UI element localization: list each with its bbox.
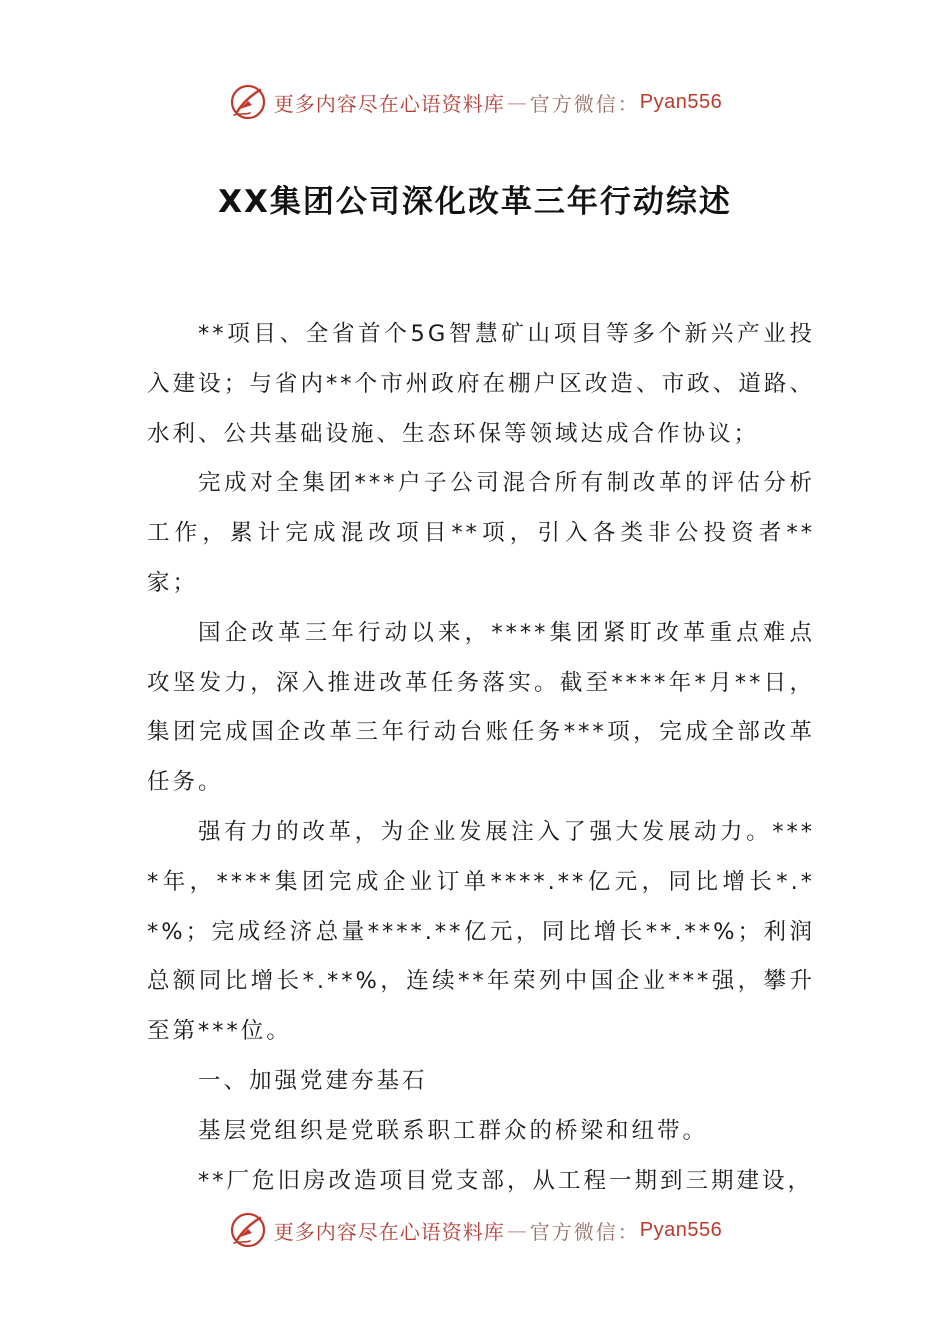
document-title: XX集团公司深化改革三年行动综述 (218, 184, 732, 220)
paragraph: 完成对全集团***户子公司混合所有制改革的评估分析工作，累计完成混改项目**项，引入各类非公投资者**家； (147, 470, 815, 596)
watermark-dash: — (506, 90, 528, 114)
watermark-footer (0, 1208, 950, 1252)
pen-seal-logo-icon (228, 82, 268, 122)
watermark-text (274, 1216, 722, 1245)
pen-seal-logo-icon (228, 1210, 268, 1250)
watermark-header (0, 80, 950, 124)
watermark-wechat-label: 官方微信： (529, 1219, 640, 1244)
watermark-handle: Pyan556 (639, 1218, 723, 1241)
paragraph: **厂危旧房改造项目党支部，从工程一期到三期建设， (198, 1167, 814, 1194)
watermark-wechat-label: 官方微信： (529, 91, 640, 116)
watermark-text (274, 88, 722, 117)
document-body (147, 310, 815, 1206)
watermark-brand: 更多内容尽在心语资料库 (273, 91, 505, 116)
paragraph: 强有力的改革，为企业发展注入了强大发展动力。****年，****集团完成企业订单****.**亿元，同比增长*.**%；完成经济总量****.**亿元，同比增长**.**%；利润总额同比增长*.**%，连续**年荣列中国企业***强，攀升至第***位。 (147, 818, 815, 1045)
paragraph: 基层党组织是党联系职工群众的桥梁和纽带。 (198, 1117, 709, 1144)
watermark-dash: — (506, 1218, 528, 1242)
paragraph: **项目、全省首个5G智慧矿山项目等多个新兴产业投入建设；与省内**个市州政府在棚户区改造、市政、道路、水利、公共基础设施、生态环保等领域达成合作协议； (147, 321, 815, 447)
watermark-handle: Pyan556 (639, 90, 723, 113)
paragraph: 国企改革三年行动以来，****集团紧盯改革重点难点攻坚发力，深入推进改革任务落实。截至****年*月**日，集团完成国企改革三年行动台账任务***项，完成全部改革任务。 (147, 619, 815, 796)
section-heading: 一、加强党建夯基石 (198, 1067, 428, 1094)
watermark-brand: 更多内容尽在心语资料库 (273, 1219, 505, 1244)
